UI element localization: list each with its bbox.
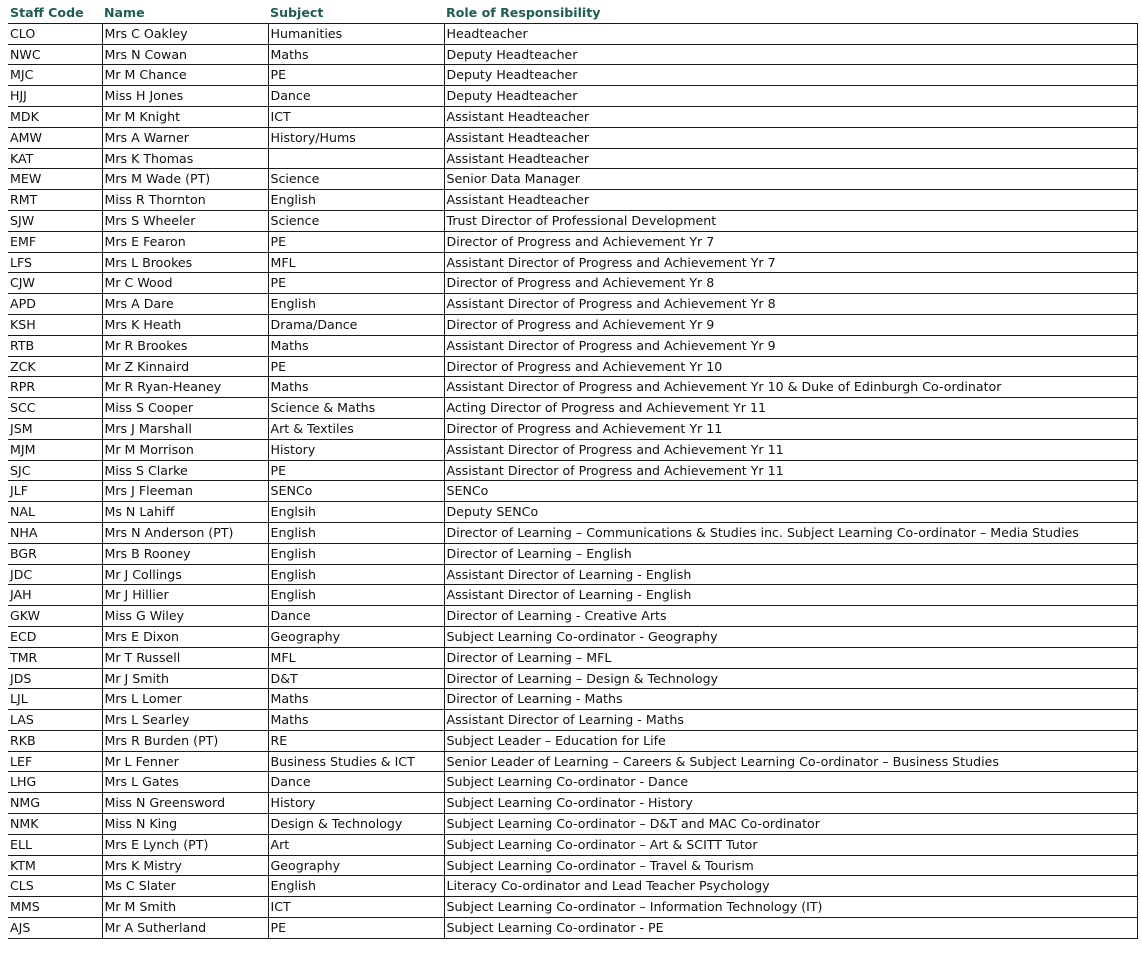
staff-code-cell: SJW — [8, 210, 102, 231]
subject-cell — [268, 148, 444, 169]
table-row — [8, 231, 1137, 252]
staff-code-cell: NMK — [8, 814, 102, 835]
role-cell: Assistant Headteacher — [444, 148, 1137, 169]
staff-code-cell: ZCK — [8, 356, 102, 377]
role-cell: Literacy Co-ordinator and Lead Teacher Psychology — [444, 876, 1137, 897]
table-row — [8, 377, 1137, 398]
header-staff-code: Staff Code — [8, 3, 102, 23]
table-row — [8, 65, 1137, 86]
staff-code-cell: NAL — [8, 502, 102, 523]
role-cell: Subject Learning Co-ordinator - History — [444, 793, 1137, 814]
table-row — [8, 647, 1137, 668]
name-cell: Mrs N Cowan — [102, 44, 268, 65]
role-cell: Subject Learning Co-ordinator – Travel & Tourism — [444, 855, 1137, 876]
subject-cell: PE — [268, 918, 444, 939]
table-row — [8, 314, 1137, 335]
name-cell: Miss N King — [102, 814, 268, 835]
role-cell: Subject Learning Co-ordinator – D&T and MAC Co-ordinator — [444, 814, 1137, 835]
table-row — [8, 335, 1137, 356]
subject-cell: PE — [268, 273, 444, 294]
subject-cell: Design & Technology — [268, 814, 444, 835]
role-cell: Senior Leader of Learning – Careers & Subject Learning Co-ordinator – Business Studies — [444, 751, 1137, 772]
staff-code-cell: MJC — [8, 65, 102, 86]
staff-code-cell: RKB — [8, 730, 102, 751]
staff-code-cell: LHG — [8, 772, 102, 793]
staff-code-cell: AJS — [8, 918, 102, 939]
name-cell: Mrs S Wheeler — [102, 210, 268, 231]
name-cell: Mr J Hillier — [102, 585, 268, 606]
table-row — [8, 668, 1137, 689]
table-row — [8, 730, 1137, 751]
staff-code-cell: GKW — [8, 606, 102, 627]
name-cell: Miss S Clarke — [102, 460, 268, 481]
role-cell: Subject Leader – Education for Life — [444, 730, 1137, 751]
role-cell: Acting Director of Progress and Achievement Yr 11 — [444, 398, 1137, 419]
table-row — [8, 626, 1137, 647]
table-row — [8, 918, 1137, 939]
name-cell: Mr Z Kinnaird — [102, 356, 268, 377]
name-cell: Mrs L Searley — [102, 710, 268, 731]
name-cell: Mrs C Oakley — [102, 23, 268, 44]
staff-code-cell: BGR — [8, 543, 102, 564]
name-cell: Mr M Chance — [102, 65, 268, 86]
subject-cell: History — [268, 439, 444, 460]
staff-code-cell: RTB — [8, 335, 102, 356]
name-cell: Mrs J Marshall — [102, 418, 268, 439]
subject-cell: Science — [268, 169, 444, 190]
table-row — [8, 772, 1137, 793]
subject-cell: PE — [268, 65, 444, 86]
table-row — [8, 148, 1137, 169]
name-cell: Mrs B Rooney — [102, 543, 268, 564]
subject-cell: Geography — [268, 855, 444, 876]
table-row — [8, 834, 1137, 855]
role-cell: Deputy SENCo — [444, 502, 1137, 523]
table-row — [8, 564, 1137, 585]
role-cell: Director of Learning - Creative Arts — [444, 606, 1137, 627]
staff-code-cell: CLS — [8, 876, 102, 897]
staff-code-cell: MDK — [8, 106, 102, 127]
subject-cell: PE — [268, 231, 444, 252]
subject-cell: Maths — [268, 44, 444, 65]
staff-code-cell: ELL — [8, 834, 102, 855]
subject-cell: Science & Maths — [268, 398, 444, 419]
table-row — [8, 127, 1137, 148]
header-subject: Subject — [268, 3, 444, 23]
name-cell: Mrs N Anderson (PT) — [102, 522, 268, 543]
table-row — [8, 439, 1137, 460]
table-body — [8, 23, 1137, 938]
name-cell: Mrs E Fearon — [102, 231, 268, 252]
role-cell: Senior Data Manager — [444, 169, 1137, 190]
staff-code-cell: LEF — [8, 751, 102, 772]
table-row — [8, 710, 1137, 731]
staff-code-cell: LFS — [8, 252, 102, 273]
name-cell: Miss S Cooper — [102, 398, 268, 419]
staff-table — [8, 3, 1138, 939]
role-cell: Assistant Headteacher — [444, 106, 1137, 127]
subject-cell: English — [268, 585, 444, 606]
name-cell: Mrs R Burden (PT) — [102, 730, 268, 751]
name-cell: Mr T Russell — [102, 647, 268, 668]
table-row — [8, 356, 1137, 377]
role-cell: Deputy Headteacher — [444, 44, 1137, 65]
subject-cell: ICT — [268, 897, 444, 918]
subject-cell: English — [268, 876, 444, 897]
role-cell: Assistant Director of Learning - Maths — [444, 710, 1137, 731]
name-cell: Mr M Smith — [102, 897, 268, 918]
table-row — [8, 689, 1137, 710]
subject-cell: English — [268, 190, 444, 211]
table-row — [8, 543, 1137, 564]
name-cell: Mrs L Lomer — [102, 689, 268, 710]
role-cell: Director of Learning – English — [444, 543, 1137, 564]
subject-cell: Maths — [268, 335, 444, 356]
name-cell: Mrs A Warner — [102, 127, 268, 148]
name-cell: Miss R Thornton — [102, 190, 268, 211]
staff-code-cell: CJW — [8, 273, 102, 294]
role-cell: Assistant Headteacher — [444, 190, 1137, 211]
role-cell: Subject Learning Co-ordinator - Dance — [444, 772, 1137, 793]
staff-code-cell: LAS — [8, 710, 102, 731]
staff-code-cell: EMF — [8, 231, 102, 252]
subject-cell: Dance — [268, 772, 444, 793]
staff-code-cell: NHA — [8, 522, 102, 543]
role-cell: Director of Progress and Achievement Yr 11 — [444, 418, 1137, 439]
name-cell: Mrs K Heath — [102, 314, 268, 335]
staff-code-cell: APD — [8, 294, 102, 315]
subject-cell: English — [268, 543, 444, 564]
subject-cell: SENCo — [268, 481, 444, 502]
role-cell: Subject Learning Co-ordinator – Art & SCITT Tutor — [444, 834, 1137, 855]
subject-cell: History — [268, 793, 444, 814]
name-cell: Mr R Ryan-Heaney — [102, 377, 268, 398]
subject-cell: English — [268, 522, 444, 543]
subject-cell: PE — [268, 460, 444, 481]
staff-code-cell: SCC — [8, 398, 102, 419]
subject-cell: ICT — [268, 106, 444, 127]
role-cell: Director of Learning – MFL — [444, 647, 1137, 668]
table-row — [8, 481, 1137, 502]
staff-code-cell: LJL — [8, 689, 102, 710]
name-cell: Mr J Smith — [102, 668, 268, 689]
role-cell: Subject Learning Co-ordinator - Geography — [444, 626, 1137, 647]
staff-code-cell: NMG — [8, 793, 102, 814]
subject-cell: Geography — [268, 626, 444, 647]
name-cell: Miss N Greensword — [102, 793, 268, 814]
staff-code-cell: TMR — [8, 647, 102, 668]
name-cell: Ms N Lahiff — [102, 502, 268, 523]
role-cell: Assistant Director of Progress and Achievement Yr 8 — [444, 294, 1137, 315]
subject-cell: PE — [268, 356, 444, 377]
staff-code-cell: MEW — [8, 169, 102, 190]
role-cell: SENCo — [444, 481, 1137, 502]
table-row — [8, 273, 1137, 294]
header-row — [8, 3, 1137, 23]
role-cell: Assistant Director of Progress and Achievement Yr 7 — [444, 252, 1137, 273]
name-cell: Mrs L Brookes — [102, 252, 268, 273]
table-row — [8, 169, 1137, 190]
staff-code-cell: JSM — [8, 418, 102, 439]
table-row — [8, 190, 1137, 211]
staff-code-cell: MMS — [8, 897, 102, 918]
table-row — [8, 252, 1137, 273]
role-cell: Headteacher — [444, 23, 1137, 44]
table-row — [8, 418, 1137, 439]
subject-cell: Maths — [268, 689, 444, 710]
role-cell: Assistant Director of Progress and Achievement Yr 9 — [444, 335, 1137, 356]
subject-cell: Maths — [268, 377, 444, 398]
name-cell: Mr L Fenner — [102, 751, 268, 772]
staff-code-cell: JDS — [8, 668, 102, 689]
staff-code-cell: RMT — [8, 190, 102, 211]
name-cell: Mrs K Thomas — [102, 148, 268, 169]
role-cell: Assistant Director of Learning - English — [444, 564, 1137, 585]
subject-cell: History/Hums — [268, 127, 444, 148]
staff-code-cell: MJM — [8, 439, 102, 460]
name-cell: Mr M Morrison — [102, 439, 268, 460]
staff-code-cell: JLF — [8, 481, 102, 502]
role-cell: Director of Learning - Maths — [444, 689, 1137, 710]
table-row — [8, 751, 1137, 772]
role-cell: Assistant Director of Progress and Achievement Yr 11 — [444, 439, 1137, 460]
subject-cell: Drama/Dance — [268, 314, 444, 335]
table-row — [8, 210, 1137, 231]
table-row — [8, 294, 1137, 315]
staff-code-cell: KSH — [8, 314, 102, 335]
subject-cell: English — [268, 294, 444, 315]
name-cell: Mr C Wood — [102, 273, 268, 294]
table-row — [8, 855, 1137, 876]
role-cell: Deputy Headteacher — [444, 86, 1137, 107]
header-role: Role of Responsibility — [444, 3, 1137, 23]
subject-cell: Humanities — [268, 23, 444, 44]
header-name: Name — [102, 3, 268, 23]
staff-code-cell: SJC — [8, 460, 102, 481]
role-cell: Assistant Director of Learning - English — [444, 585, 1137, 606]
subject-cell: MFL — [268, 252, 444, 273]
staff-code-cell: JAH — [8, 585, 102, 606]
staff-code-cell: AMW — [8, 127, 102, 148]
table-row — [8, 23, 1137, 44]
table-row — [8, 897, 1137, 918]
staff-code-cell: RPR — [8, 377, 102, 398]
role-cell: Director of Progress and Achievement Yr 9 — [444, 314, 1137, 335]
table-row — [8, 876, 1137, 897]
role-cell: Director of Learning – Design & Technology — [444, 668, 1137, 689]
subject-cell: Art & Textiles — [268, 418, 444, 439]
role-cell: Assistant Director of Progress and Achievement Yr 11 — [444, 460, 1137, 481]
staff-code-cell: NWC — [8, 44, 102, 65]
subject-cell: D&T — [268, 668, 444, 689]
name-cell: Mrs M Wade (PT) — [102, 169, 268, 190]
role-cell: Assistant Director of Progress and Achievement Yr 10 & Duke of Edinburgh Co-ordinator — [444, 377, 1137, 398]
role-cell: Director of Progress and Achievement Yr 10 — [444, 356, 1137, 377]
staff-code-cell: CLO — [8, 23, 102, 44]
name-cell: Miss G Wiley — [102, 606, 268, 627]
table-row — [8, 502, 1137, 523]
name-cell: Mrs A Dare — [102, 294, 268, 315]
name-cell: Mrs J Fleeman — [102, 481, 268, 502]
subject-cell: Science — [268, 210, 444, 231]
table-row — [8, 460, 1137, 481]
table-row — [8, 398, 1137, 419]
staff-code-cell: KAT — [8, 148, 102, 169]
role-cell: Subject Learning Co-ordinator - PE — [444, 918, 1137, 939]
subject-cell: RE — [268, 730, 444, 751]
staff-code-cell: HJJ — [8, 86, 102, 107]
role-cell: Director of Progress and Achievement Yr 7 — [444, 231, 1137, 252]
subject-cell: MFL — [268, 647, 444, 668]
name-cell: Ms C Slater — [102, 876, 268, 897]
role-cell: Subject Learning Co-ordinator – Information Technology (IT) — [444, 897, 1137, 918]
staff-code-cell: ECD — [8, 626, 102, 647]
name-cell: Mrs E Dixon — [102, 626, 268, 647]
table-row — [8, 606, 1137, 627]
table-row — [8, 814, 1137, 835]
name-cell: Mr A Sutherland — [102, 918, 268, 939]
subject-cell: Dance — [268, 86, 444, 107]
subject-cell: English — [268, 564, 444, 585]
table-row — [8, 522, 1137, 543]
name-cell: Mr J Collings — [102, 564, 268, 585]
name-cell: Mrs L Gates — [102, 772, 268, 793]
name-cell: Mrs E Lynch (PT) — [102, 834, 268, 855]
staff-code-cell: KTM — [8, 855, 102, 876]
subject-cell: Art — [268, 834, 444, 855]
role-cell: Director of Learning – Communications & Studies inc. Subject Learning Co-ordinator – Media Studies — [444, 522, 1137, 543]
table-row — [8, 585, 1137, 606]
role-cell: Director of Progress and Achievement Yr 8 — [444, 273, 1137, 294]
name-cell: Mrs K Mistry — [102, 855, 268, 876]
subject-cell: Maths — [268, 710, 444, 731]
table-row — [8, 44, 1137, 65]
role-cell: Deputy Headteacher — [444, 65, 1137, 86]
role-cell: Assistant Headteacher — [444, 127, 1137, 148]
role-cell: Trust Director of Professional Development — [444, 210, 1137, 231]
subject-cell: Dance — [268, 606, 444, 627]
name-cell: Miss H Jones — [102, 86, 268, 107]
table-row — [8, 793, 1137, 814]
staff-code-cell: JDC — [8, 564, 102, 585]
subject-cell: Business Studies & ICT — [268, 751, 444, 772]
table-row — [8, 106, 1137, 127]
subject-cell: Englsih — [268, 502, 444, 523]
name-cell: Mr R Brookes — [102, 335, 268, 356]
table-row — [8, 86, 1137, 107]
name-cell: Mr M Knight — [102, 106, 268, 127]
